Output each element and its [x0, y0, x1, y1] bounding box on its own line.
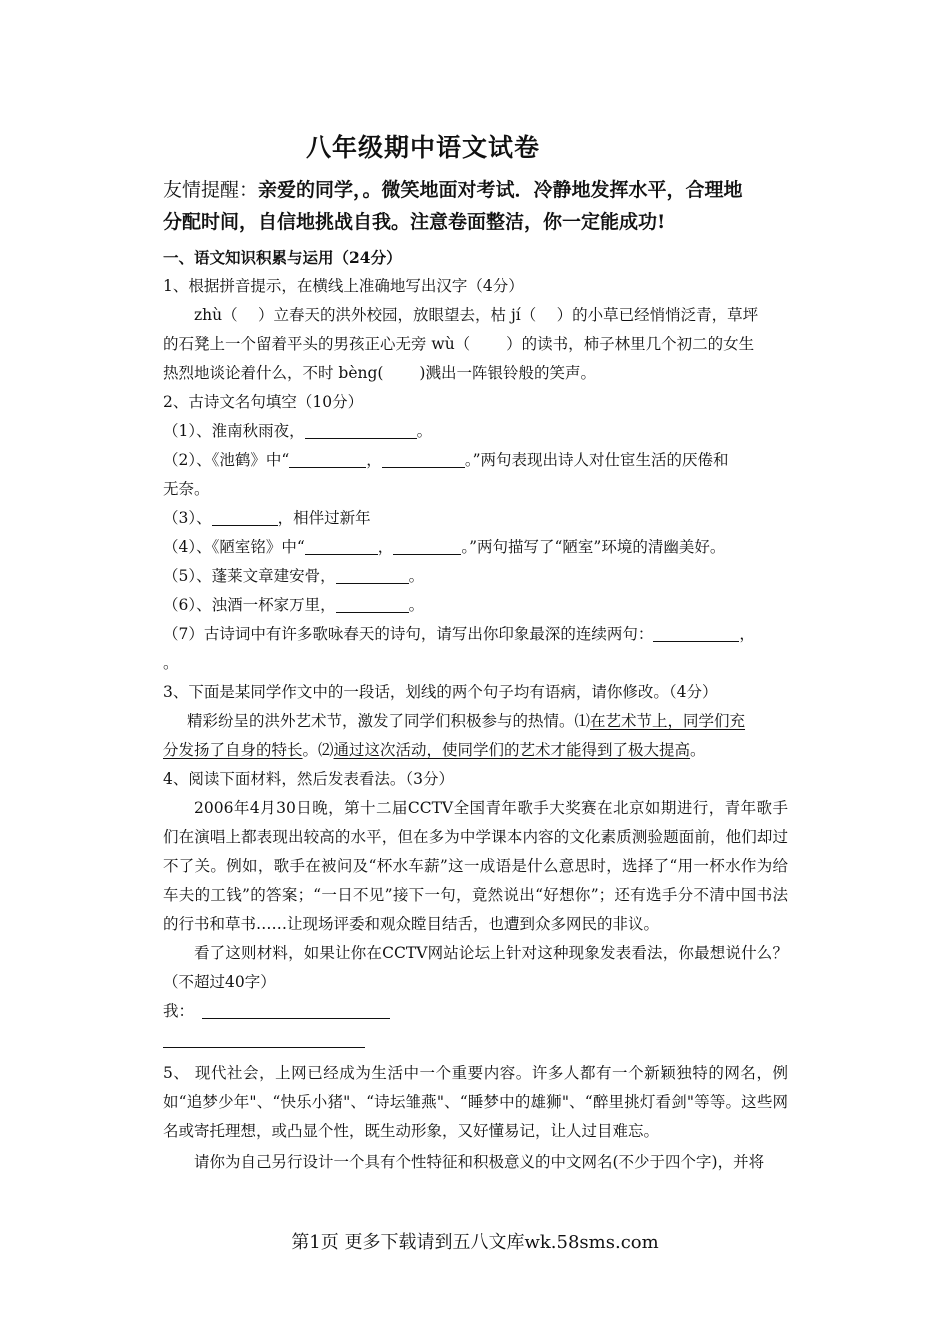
q1-line-2: 的石凳上一个留着平头的男孩正心无旁 wù（ ）的读书，柿子林里几个初二的女生	[163, 335, 755, 353]
q1-line-1: zhù（ ）立春天的洪外校园，放眼望去，枯 jí（ ）的小草已经悄悄泛青，草坪	[194, 306, 759, 324]
q4-answer-row-2	[163, 1026, 788, 1055]
q2-item-7-cont: 。	[163, 654, 179, 672]
answer-blank[interactable]	[393, 537, 461, 555]
q2-item-2: （2）、《池鹤》中“ ， 。”两句表现出诗人对仕宦生活的厌倦和	[163, 451, 729, 469]
reminder-text-2: 分配时间，自信地挑战自我。注意卷面整洁，你一定能成功!	[163, 211, 666, 233]
page-title: 八年级期中语文试卷	[305, 133, 540, 162]
q3-paragraph-line-1: 精彩纷呈的洪外艺术节，激发了同学们积极参与的热情。⑴在艺术节上，同学们充	[187, 712, 746, 730]
answer-blank[interactable]	[289, 450, 366, 468]
page-footer: 第1页 更多下载请到五八文库wk.58sms.com	[291, 1232, 659, 1253]
q2-title: 2、古诗文名句填空（10分）	[163, 393, 364, 411]
answer-line[interactable]	[163, 1030, 365, 1048]
answer-blank[interactable]	[336, 566, 409, 584]
faulty-sentence-1-cont: 分发扬了自身的特长	[163, 741, 303, 759]
q2-item-6: （6）、浊酒一杯家万里， 。	[163, 596, 425, 614]
q4-answer-row: 我：	[163, 997, 788, 1026]
section-1	[163, 243, 788, 1177]
q1-line-3: 热烈地谈论着什么，不时 bèng( )溅出一阵银铃般的笑声。	[163, 364, 596, 382]
faulty-sentence-1: 在艺术节上，同学们充	[590, 712, 746, 730]
q2-item-2-cont: 无奈。	[163, 480, 210, 498]
faulty-sentence-2: 通过这次活动，使同学们的艺术才能得到了极大提高	[333, 741, 691, 759]
section-1-heading: 一、语文知识积累与运用（24分）	[163, 248, 402, 267]
reminder-lead: 友情提醒：	[163, 179, 259, 201]
q2-item-1: （1）、淮南秋雨夜， 。	[163, 422, 433, 440]
answer-blank[interactable]	[382, 450, 465, 468]
q2-item-5: （5）、蓬莱文章建安骨， 。	[163, 567, 425, 585]
reminder-text-1: 亲爱的同学，。微笑地面对考试．冷静地发挥水平，合理地	[258, 179, 743, 201]
answer-line[interactable]	[202, 1001, 390, 1019]
answer-blank[interactable]	[653, 624, 739, 642]
answer-blank[interactable]	[212, 508, 278, 526]
answer-blank[interactable]	[336, 595, 409, 613]
answer-blank[interactable]	[305, 421, 417, 439]
q1-title: 1、根据拼音提示，在横线上准确地写出汉字（4分）	[163, 277, 524, 295]
answer-blank[interactable]	[305, 537, 378, 555]
q2-item-7: （7）古诗词中有许多歌咏春天的诗句，请写出你印象最深的连续两句： ，	[163, 625, 755, 643]
q2-item-3: （3）、 ，相伴过新年	[163, 509, 371, 527]
q5-intro: 5、 现代社会，上网已经成为生活中一个重要内容。许多人都有一个新颖独特的网名，例如“追梦少年"、“快乐小猪"、“诗坛雏燕"、“睡梦中的雄狮"、“醉里挑灯看剑"等等。这些网名或寄托理想，或凸显个性，既生动形象，又好懂易记，让人过目难忘。	[163, 1064, 788, 1140]
q2-item-4: （4）、《陋室铭》中“ ， 。”两句描写了“陋室”环境的清幽美好。	[163, 538, 726, 556]
friendly-reminder	[163, 174, 788, 238]
q5-prompt: 请你为自己另行设计一个具有个性特征和积极意义的中文网名(不少于四个字)，并将	[194, 1153, 765, 1171]
q4-material: 2006年4月30日晚，第十二届CCTV全国青年歌手大奖赛在北京如期进行，青年歌手们在演唱上都表现出较高的水平，但在多为中学课本内容的文化素质测验题面前，他们却过不了关。例如，歌手在被问及“杯水车薪”这一成语是什么意思时，选择了“用一杯水作为给车夫的工钱”的答案；“一日不见”接下一句，竟然说出“好想你”；还有选手分不清中国书法的行书和草书……让现场评委和观众瞠目结舌，也遭到众多网民的非议。	[163, 799, 788, 933]
q4-prompt: 看了这则材料，如果让你在CCTV网站论坛上针对这种现象发表看法，你最想说什么？（不超过40字）	[163, 944, 788, 991]
q3-paragraph-line-2: 分发扬了自身的特长。⑵通过这次活动，使同学们的艺术才能得到了极大提高。	[163, 741, 706, 759]
q3-title: 3、下面是某同学作文中的一段话，划线的两个句子均有语病，请你修改。（4分）	[163, 683, 718, 701]
q4-title: 4、阅读下面材料，然后发表看法。（3分）	[163, 770, 454, 788]
